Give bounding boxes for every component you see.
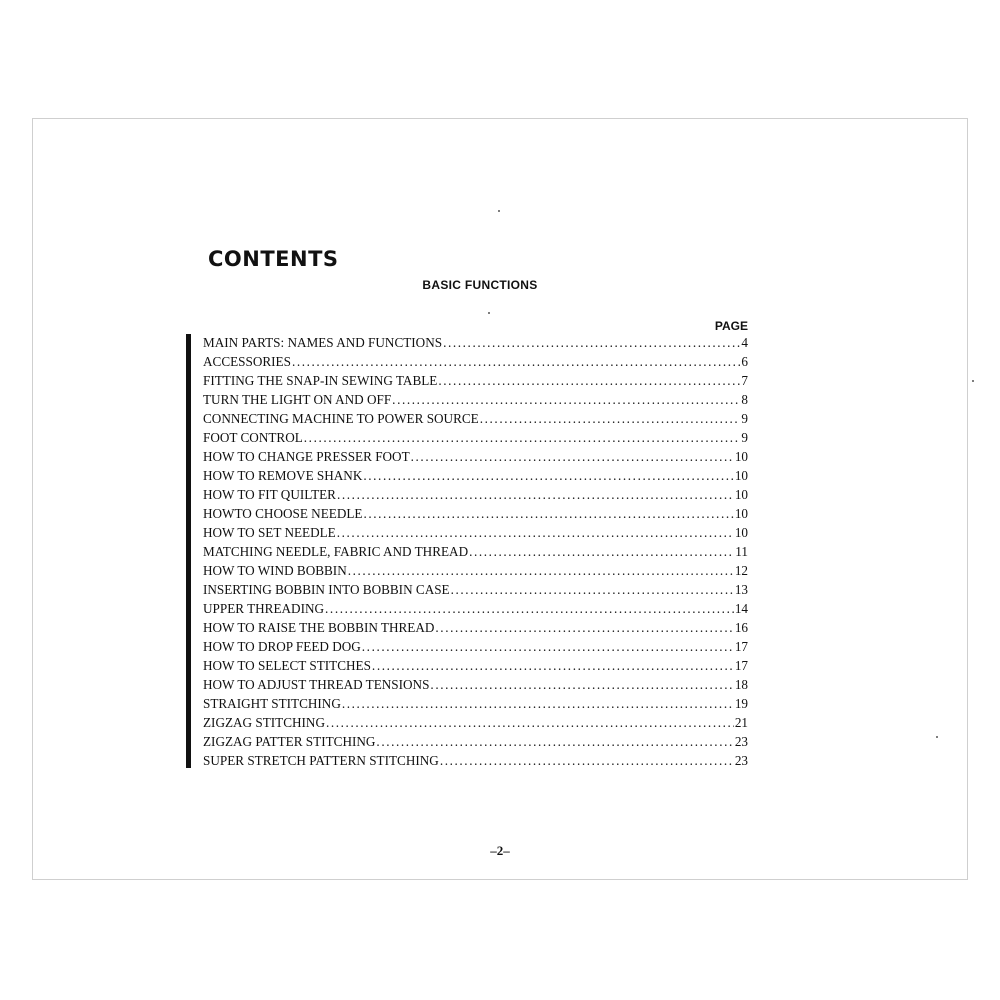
toc-entry-title: SUPER STRETCH PATTERN STITCHING <box>203 753 439 768</box>
dot-leader <box>443 333 740 352</box>
toc-entry-title: MAIN PARTS: NAMES AND FUNCTIONS <box>203 335 443 350</box>
toc-entry-title: HOW TO CHANGE PRESSER FOOT <box>203 449 410 464</box>
dot-leader <box>451 580 734 599</box>
toc-entry-page: 7 <box>741 373 748 388</box>
toc-entry-page: 17 <box>734 639 748 654</box>
toc-entry-title: ACCESSORIES <box>203 354 291 369</box>
toc-entry[interactable] <box>203 352 748 371</box>
dot-leader <box>363 466 733 485</box>
dot-leader <box>469 542 734 561</box>
toc-entry[interactable] <box>203 485 748 504</box>
toc-entry-page: 6 <box>741 354 748 369</box>
toc-entry-title: CONNECTING MACHINE TO POWER SOURCE <box>203 411 479 426</box>
page-column-header: PAGE <box>714 319 748 333</box>
toc-entry[interactable] <box>203 637 748 656</box>
dot-leader <box>438 371 740 390</box>
toc-entry-title: HOW TO FIT QUILTER <box>203 487 336 502</box>
toc-entry-title: MATCHING NEEDLE, FABRIC AND THREAD <box>203 544 469 559</box>
margin-bar <box>186 334 191 768</box>
toc-entry-title: STRAIGHT STITCHING <box>203 696 341 711</box>
toc-entry-title: ZIGZAG PATTER STITCHING <box>203 734 376 749</box>
toc-entry[interactable] <box>203 713 748 732</box>
toc-entry-page: 12 <box>734 563 748 578</box>
toc-entry[interactable] <box>203 447 748 466</box>
toc-entry-page: 18 <box>734 677 748 692</box>
toc-entry-page: 16 <box>734 620 748 635</box>
dot-leader <box>480 409 741 428</box>
toc-entry[interactable] <box>203 523 748 542</box>
toc-entry-title: INSERTING BOBBIN INTO BOBBIN CASE <box>203 582 450 597</box>
toc-entry[interactable] <box>203 371 748 390</box>
toc-entry-page: 10 <box>734 487 748 502</box>
toc-entry[interactable] <box>203 599 748 618</box>
toc-entry[interactable] <box>203 580 748 599</box>
toc-entry-page: 10 <box>734 449 748 464</box>
toc-entry-page: 19 <box>734 696 748 711</box>
dot-leader <box>348 561 734 580</box>
toc-entry-title: HOW TO WIND BOBBIN <box>203 563 347 578</box>
print-speck <box>488 312 490 314</box>
toc-entry-title: HOW TO SELECT STITCHES <box>203 658 371 673</box>
toc-entry-title: UPPER THREADING <box>203 601 325 616</box>
toc-entry[interactable] <box>203 675 748 694</box>
toc-entry-page: 10 <box>734 506 748 521</box>
dot-leader <box>292 352 740 371</box>
toc-entry-page: 8 <box>741 392 748 407</box>
toc-entry-page: 21 <box>734 715 748 730</box>
toc-entry-title: HOW TO REMOVE SHANK <box>203 468 363 483</box>
dot-leader <box>337 523 734 542</box>
page-number: –2– <box>490 843 510 858</box>
toc-entry[interactable] <box>203 409 748 428</box>
toc-entry-title: HOW TO RAISE THE BOBBIN THREAD <box>203 620 435 635</box>
toc-entry-title: HOWTO CHOOSE NEEDLE <box>203 506 363 521</box>
toc-entry-page: 23 <box>734 753 748 768</box>
toc-entry[interactable] <box>203 542 748 561</box>
dot-leader <box>440 751 734 770</box>
dot-leader <box>430 675 733 694</box>
toc-entry-page: 13 <box>734 582 748 597</box>
toc-entry[interactable] <box>203 428 748 447</box>
toc-entry-title: ZIGZAG STITCHING <box>203 715 325 730</box>
toc-entry-title: TURN THE LIGHT ON AND OFF <box>203 392 392 407</box>
toc-entry[interactable] <box>203 466 748 485</box>
dot-leader <box>435 618 733 637</box>
toc-entry-page: 17 <box>734 658 748 673</box>
dot-leader <box>411 447 734 466</box>
dot-leader <box>392 390 740 409</box>
toc-entry[interactable] <box>203 390 748 409</box>
toc-entry[interactable] <box>203 732 748 751</box>
toc-entry[interactable] <box>203 751 748 770</box>
toc-entry-page: 11 <box>735 544 748 559</box>
dot-leader <box>372 656 734 675</box>
toc-entry[interactable] <box>203 656 748 675</box>
toc-entry-page: 10 <box>734 468 748 483</box>
toc-entry[interactable] <box>203 504 748 523</box>
dot-leader <box>337 485 734 504</box>
toc-entry-title: HOW TO SET NEEDLE <box>203 525 336 540</box>
print-speck <box>936 736 938 738</box>
page-title: CONTENTS <box>208 247 339 271</box>
dot-leader <box>376 732 733 751</box>
toc-entry-page: 14 <box>734 601 748 616</box>
toc-entry-title: FITTING THE SNAP-IN SEWING TABLE <box>203 373 438 388</box>
dot-leader <box>325 599 734 618</box>
toc-entry-page: 23 <box>734 734 748 749</box>
toc-entry[interactable] <box>203 694 748 713</box>
dot-leader <box>363 504 733 523</box>
toc-entry-title: HOW TO DROP FEED DOG <box>203 639 361 654</box>
toc-entry-page: 9 <box>741 430 748 445</box>
toc-entry-page: 4 <box>741 335 748 350</box>
toc-entry-page: 10 <box>734 525 748 540</box>
print-speck <box>498 210 500 212</box>
toc-entry-page: 9 <box>741 411 748 426</box>
dot-leader <box>342 694 734 713</box>
print-speck <box>972 380 974 382</box>
dot-leader <box>326 713 734 732</box>
section-heading: BASIC FUNCTIONS <box>422 278 538 292</box>
toc-entry[interactable] <box>203 618 748 637</box>
table-of-contents <box>203 333 748 770</box>
dot-leader <box>362 637 734 656</box>
toc-entry[interactable] <box>203 561 748 580</box>
toc-entry-title: FOOT CONTROL <box>203 430 303 445</box>
toc-entry[interactable] <box>203 333 748 352</box>
dot-leader <box>304 428 741 447</box>
toc-entry-title: HOW TO ADJUST THREAD TENSIONS <box>203 677 430 692</box>
